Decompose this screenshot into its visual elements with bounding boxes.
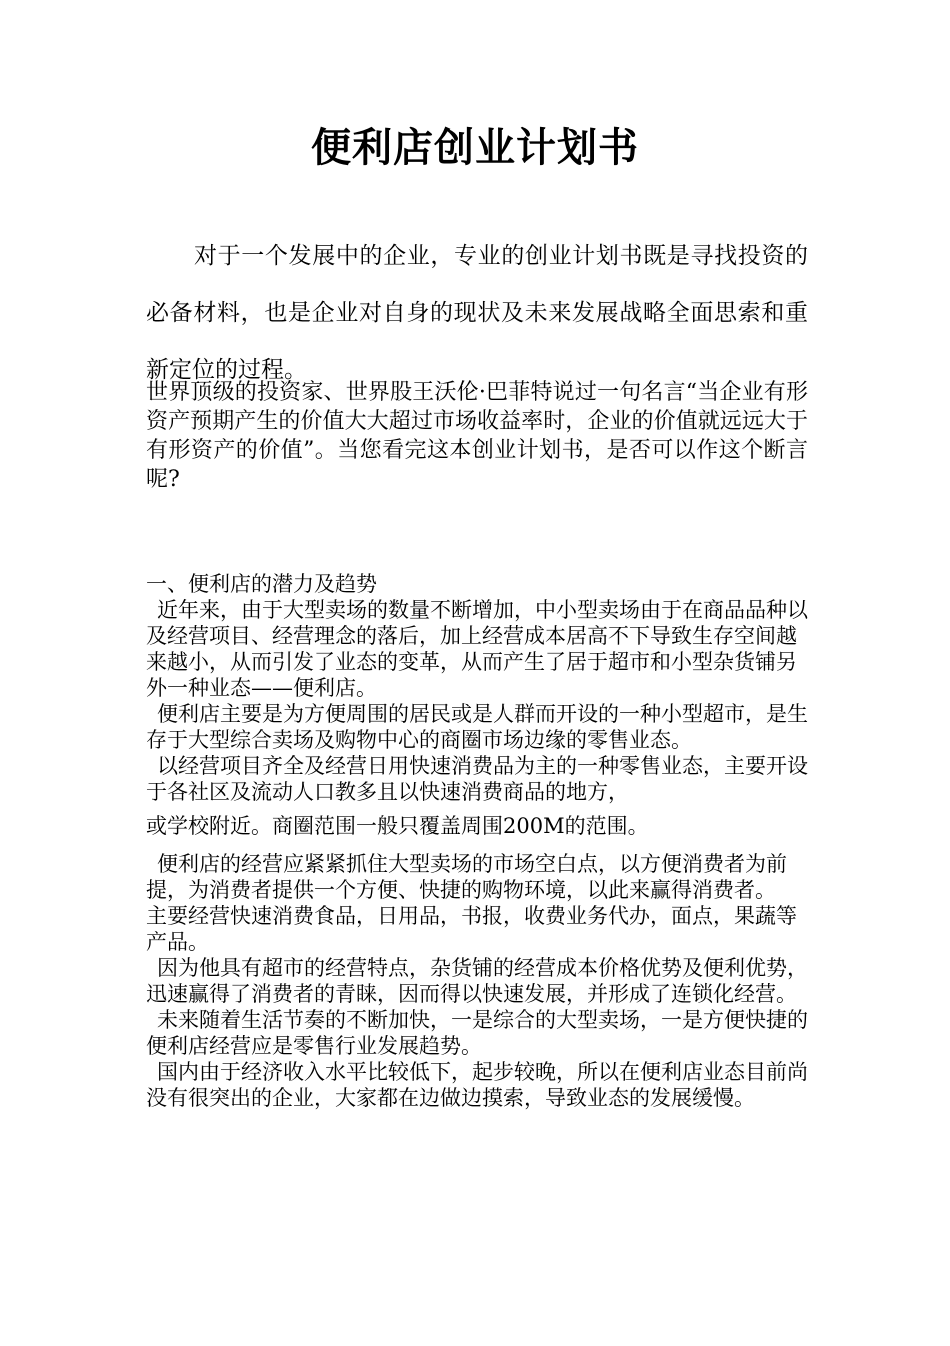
paragraph: 近年来，由于大型卖场的数量不断增加，中小型卖场由于在商品品种以及经营项目、经营理念的落后，加上经营成本居高不下导致生存空间越来越小，从而引发了业态的变革，从而产生了居于超市和小型杂货铺另外一种业态——便利店。 xyxy=(146,598,808,700)
paragraph: 以经营项目齐全及经营日用快速消费品为主的一种零售业态，主要开设于各社区及流动人口教多且以快速消费商品的地方， xyxy=(146,754,808,804)
paragraph: 未来随着生活节奏的不断加快，一是综合的大型卖场，一是方便快捷的便利店经营应是零售行业发展趋势。 xyxy=(146,1008,808,1058)
paragraph: 主要经营快速消费食品，日用品，书报，收费业务代办，面点，果蔬等产品。 xyxy=(146,904,797,954)
document-title: 便利店创业计划书 xyxy=(311,124,639,171)
paragraph: 国内由于经济收入水平比较低下，起步较晚，所以在便利店业态目前尚没有很突出的企业，大家都在边做边摸索，导致业态的发展缓慢。 xyxy=(146,1060,808,1110)
paragraph: 因为他具有超市的经营特点，杂货铺的经营成本价格优势及便利优势，迅速赢得了消费者的青睐，因而得以快速发展，并形成了连锁化经营。 xyxy=(146,956,808,1006)
paragraph: 或学校附近。商圈范围一般只覆盖周围200M的范围。 xyxy=(146,814,649,838)
intro-paragraph-2: 世界顶级的投资家、世界股王沃伦·巴菲特说过一句名言“当企业有形资产预期产生的价值大大超过市场收益率时，企业的价值就远远大于有形资产的价值”。当您看完这本创业计划书，是否可以作这个断言呢? xyxy=(146,380,808,492)
paragraph: 便利店主要是为方便周围的居民或是人群而开设的一种小型超市，是生存于大型综合卖场及购物中心的商圈市场边缘的零售业态。 xyxy=(146,702,808,752)
section-body xyxy=(146,597,808,1111)
section-heading: 一、便利店的潜力及趋势 xyxy=(146,572,377,596)
paragraph: 便利店的经营应紧紧抓住大型卖场的市场空白点，以方便消费者为前提，为消费者提供一个方便、快捷的购物环境，以此来赢得消费者。 xyxy=(146,852,787,902)
intro-paragraph-1: 对于一个发展中的企业，专业的创业计划书既是寻找投资的必备材料，也是企业对自身的现状及未来发展战略全面思索和重新定位的过程。 xyxy=(146,243,808,383)
